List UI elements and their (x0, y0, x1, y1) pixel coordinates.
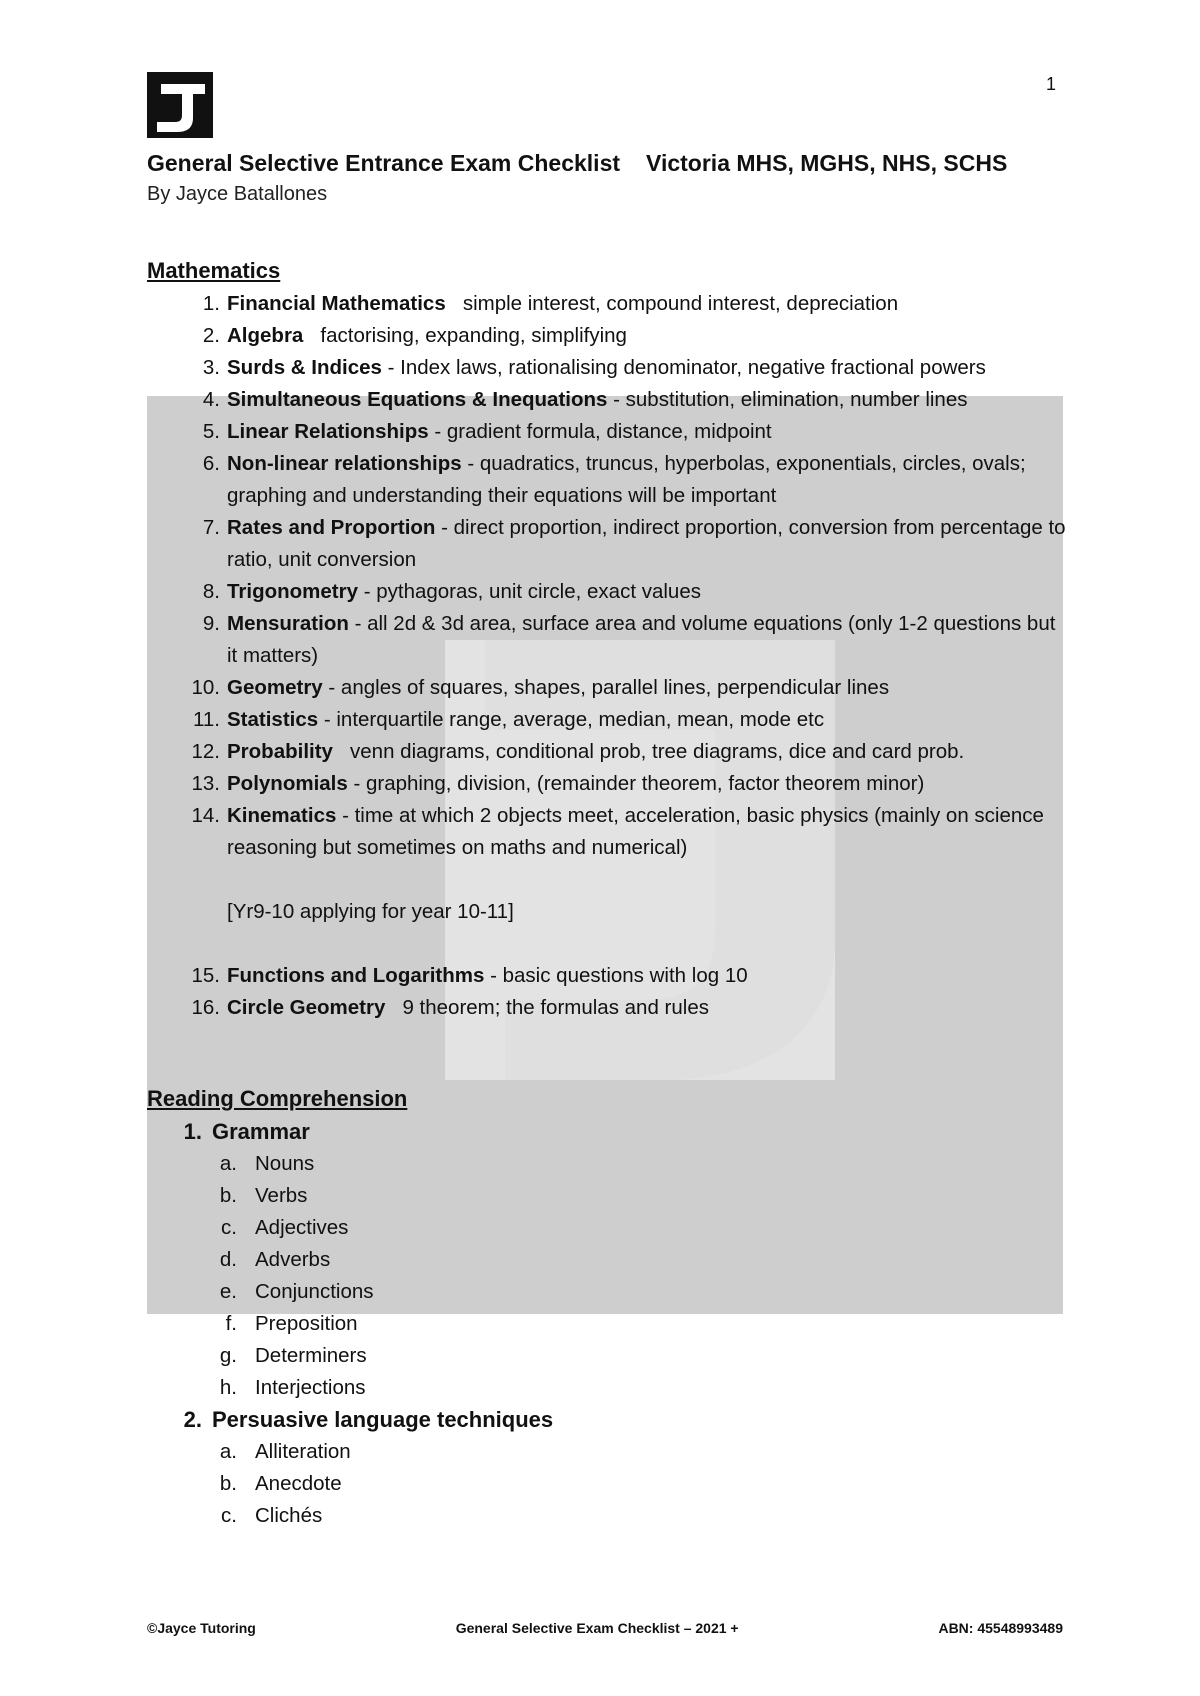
document-title (147, 150, 1067, 177)
reading-list (147, 1116, 1067, 1532)
footer-copyright: ©Jayce Tutoring (147, 1620, 256, 1636)
item-topic: Kinematics (227, 804, 337, 827)
item-number: 11. (193, 708, 220, 731)
subitem-text: Clichés (255, 1504, 323, 1527)
subitem-letter: f. (225, 1312, 237, 1335)
math-item (147, 352, 1067, 384)
mathematics-list (147, 288, 1072, 864)
item-number: 3. (202, 356, 220, 379)
author-line: By Jayce Batallones (147, 183, 328, 205)
item-description: - time at which 2 objects meet, acceleration, basic physics (mainly on science reasoning but sometimes on maths and numerical) (227, 804, 1050, 859)
subitem-text: Determiners (255, 1344, 367, 1367)
math-item (147, 736, 1067, 768)
item-topic: Probability (227, 740, 333, 763)
item-description: venn diagrams, conditional prob, tree diagrams, dice and card prob. (332, 740, 965, 763)
subitem-text: Verbs (255, 1184, 308, 1207)
item-text (227, 512, 1072, 576)
item-topic: Geometry (227, 676, 323, 699)
subitem-text: Anecdote (255, 1472, 342, 1495)
item-text (227, 704, 1067, 736)
item-description: - graphing, division, (remainder theorem, factor theorem minor) (347, 772, 925, 795)
math-item (147, 288, 1067, 320)
item-description: - gradient formula, distance, midpoint (428, 420, 772, 443)
item-number: 1. (202, 292, 220, 315)
mathematics-heading: Mathematics (147, 258, 281, 283)
item-topic: Trigonometry (227, 580, 358, 603)
item-number: 15. (191, 964, 220, 987)
subitem-letter: c. (221, 1216, 237, 1239)
title-text: General Selective Entrance Exam Checklist (147, 150, 621, 176)
mathematics-extra-list (147, 960, 1067, 1024)
reading-subitem (147, 1372, 1067, 1404)
subitem-letter: b. (219, 1472, 237, 1495)
item-text (227, 800, 1067, 864)
item-text (227, 736, 1067, 768)
item-text (227, 992, 1067, 1024)
math-item (147, 608, 1067, 672)
item-topic: Circle Geometry (227, 996, 386, 1019)
subitem-text: Interjections (255, 1376, 366, 1399)
subitem-letter: c. (221, 1504, 237, 1527)
subitem-letter: a. (219, 1440, 237, 1463)
item-topic: Algebra (227, 324, 304, 347)
item-number: 10. (191, 676, 220, 699)
subitem-text: Nouns (255, 1152, 315, 1175)
reading-subitem (147, 1500, 1067, 1532)
reading-subitem (147, 1244, 1067, 1276)
item-number: 8. (202, 580, 220, 603)
math-item (147, 672, 1067, 704)
reading-subitem (147, 1148, 1067, 1180)
year-note: [Yr9-10 applying for year 10-11] (227, 900, 514, 923)
reading-group (147, 1116, 1067, 1148)
reading-heading: Reading Comprehension (147, 1086, 408, 1111)
reading-subitem (147, 1468, 1067, 1500)
math-item (147, 960, 1067, 992)
subitem-letter: b. (219, 1184, 237, 1207)
subitem-letter: g. (219, 1344, 237, 1367)
item-description: - pythagoras, unit circle, exact values (358, 580, 701, 603)
item-topic: Polynomials (227, 772, 348, 795)
item-topic: Statistics (227, 708, 319, 731)
reading-subitem (147, 1340, 1067, 1372)
item-number: 16. (191, 996, 220, 1019)
subitem-text: Preposition (255, 1312, 358, 1335)
item-number: 14. (191, 804, 220, 827)
math-item (147, 384, 1067, 416)
reading-subitem (147, 1180, 1067, 1212)
math-item (147, 768, 1067, 800)
item-topic: Non-linear relationships (227, 452, 462, 475)
subitem-letter: a. (219, 1152, 237, 1175)
group-title: Grammar (212, 1119, 310, 1144)
document-body (147, 150, 1072, 1532)
math-item (147, 416, 1067, 448)
reading-subitem (147, 1212, 1067, 1244)
math-item (147, 800, 1067, 864)
item-description: - Index laws, rationalising denominator, negative fractional powers (381, 356, 986, 379)
math-item (147, 992, 1067, 1024)
item-topic: Simultaneous Equations & Inequations (227, 388, 608, 411)
group-number: 1. (183, 1119, 202, 1144)
item-topic: Functions and Logarithms (227, 964, 485, 987)
group-number: 2. (183, 1407, 202, 1432)
footer-title: General Selective Exam Checklist – 2021 + (455, 1620, 739, 1636)
item-text (227, 672, 1067, 704)
item-text (227, 448, 1067, 512)
reading-group (147, 1404, 1067, 1436)
item-topic: Mensuration (227, 612, 349, 635)
j-logo (147, 72, 213, 138)
item-description: - basic questions with log 10 (484, 964, 748, 987)
item-number: 12. (191, 740, 220, 763)
footer-abn: ABN: 45548993489 (938, 1620, 1063, 1636)
math-item (147, 448, 1067, 512)
item-topic: Financial Mathematics (227, 292, 446, 315)
subitem-letter: d. (219, 1248, 237, 1271)
item-description: - substitution, elimination, number lines (607, 388, 968, 411)
item-text (227, 288, 1067, 320)
item-text (227, 768, 1067, 800)
item-number: 9. (202, 612, 220, 635)
item-topic: Rates and Proportion (227, 516, 436, 539)
schools-text: Victoria MHS, MGHS, NHS, SCHS (646, 150, 1008, 176)
item-text (227, 608, 1067, 672)
page-footer (147, 1620, 1063, 1636)
subitem-letter: e. (219, 1280, 237, 1303)
item-topic: Linear Relationships (227, 420, 429, 443)
item-description: simple interest, compound interest, depreciation (445, 292, 899, 315)
reading-subitem (147, 1276, 1067, 1308)
subitem-letter: h. (219, 1376, 237, 1399)
item-number: 6. (202, 452, 220, 475)
item-text (227, 384, 1067, 416)
page-number: 1 (1046, 74, 1057, 94)
reading-subitem (147, 1308, 1067, 1340)
item-text (227, 576, 1067, 608)
item-text (227, 960, 1067, 992)
subitem-text: Alliteration (255, 1440, 351, 1463)
math-item (147, 704, 1067, 736)
item-description: - quadratics, truncus, hyperbolas, exponentials, circles, ovals; graphing and understanding their equations will be important (227, 452, 1032, 507)
item-number: 5. (202, 420, 220, 443)
item-number: 2. (202, 324, 220, 347)
item-number: 13. (191, 772, 220, 795)
item-topic: Surds & Indices (227, 356, 382, 379)
item-description: 9 theorem; the formulas and rules (385, 996, 709, 1019)
item-description: - direct proportion, indirect proportion, conversion from percentage to ratio, unit conversion (227, 516, 1072, 571)
item-description: - interquartile range, average, median, mean, mode etc (318, 708, 825, 731)
subitem-text: Adverbs (255, 1248, 331, 1271)
item-text (227, 416, 1067, 448)
item-text (227, 320, 1067, 352)
subitem-text: Adjectives (255, 1216, 349, 1239)
item-description: factorising, expanding, simplifying (303, 324, 627, 347)
item-description: - angles of squares, shapes, parallel lines, perpendicular lines (322, 676, 890, 699)
math-item (147, 512, 1072, 576)
item-number: 4. (202, 388, 220, 411)
math-item (147, 320, 1067, 352)
item-description: - all 2d & 3d area, surface area and volume equations (only 1-2 questions but it matters) (227, 612, 1062, 667)
group-title: Persuasive language techniques (212, 1407, 554, 1432)
item-text (227, 352, 1067, 384)
math-item (147, 576, 1067, 608)
item-number: 7. (202, 516, 220, 539)
reading-subitem (147, 1436, 1067, 1468)
subitem-text: Conjunctions (255, 1280, 374, 1303)
